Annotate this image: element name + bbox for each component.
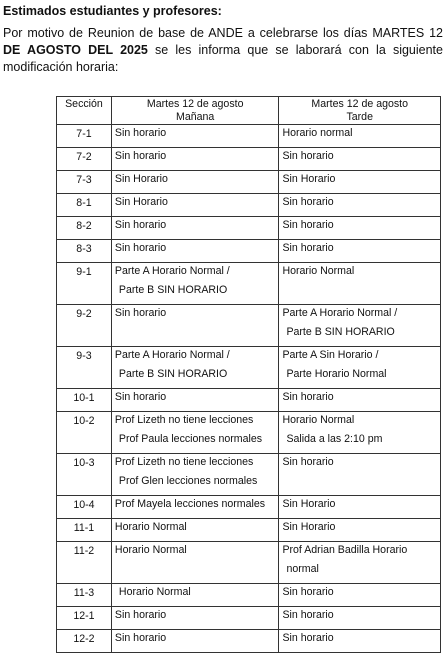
- morning-line: Sin horario: [114, 391, 167, 403]
- morning-cell: [111, 217, 279, 240]
- morning-cell: [111, 148, 279, 171]
- afternoon-line: normal: [286, 563, 319, 575]
- afternoon-line: Horario Normal: [282, 265, 355, 277]
- header-morning: [111, 97, 279, 125]
- morning-line: Sin horario: [114, 242, 167, 254]
- notice-heading: Estimados estudiantes y profesores:: [3, 4, 222, 18]
- morning-cell: [111, 263, 279, 305]
- schedule-table: [56, 96, 441, 653]
- section-cell: 9-1: [57, 263, 112, 305]
- afternoon-cell: [279, 148, 441, 171]
- table-row: [57, 217, 441, 240]
- afternoon-line: Sin horario: [282, 196, 334, 208]
- afternoon-line: Prof Adrian Badilla Horario: [282, 544, 408, 556]
- header-afternoon: [279, 97, 441, 125]
- morning-line: Horario Normal: [118, 586, 191, 598]
- afternoon-line: Sin horario: [282, 586, 334, 598]
- afternoon-line: Sin horario: [282, 609, 334, 621]
- table-row: [57, 194, 441, 217]
- section-cell: 10-3: [57, 454, 112, 496]
- table-row: [57, 584, 441, 607]
- afternoon-line: Parte Horario Normal: [286, 368, 387, 380]
- section-cell: 7-2: [57, 148, 112, 171]
- morning-line: Sin horario: [114, 219, 167, 231]
- morning-line: Sin horario: [114, 127, 167, 139]
- table-row: [57, 305, 441, 347]
- morning-cell: [111, 347, 279, 389]
- morning-line: Prof Lizeth no tiene lecciones: [114, 414, 254, 426]
- table-row: [57, 125, 441, 148]
- section-cell: 9-3: [57, 347, 112, 389]
- table-row: [57, 347, 441, 389]
- morning-line: Sin horario: [114, 609, 167, 621]
- morning-cell: [111, 240, 279, 263]
- table-row: [57, 412, 441, 454]
- section-cell: 12-2: [57, 630, 112, 653]
- afternoon-cell: [279, 496, 441, 519]
- intro-date-bold: DE AGOSTO DEL 2025: [3, 43, 148, 57]
- afternoon-line: Sin Horario: [282, 173, 336, 185]
- table-row: [57, 148, 441, 171]
- morning-cell: [111, 125, 279, 148]
- afternoon-line: Sin horario: [282, 632, 334, 644]
- morning-line: Parte A Horario Normal /: [114, 265, 230, 277]
- section-cell: 10-4: [57, 496, 112, 519]
- morning-line: Prof Glen lecciones normales: [118, 475, 258, 487]
- table-row: [57, 496, 441, 519]
- afternoon-line: Salida a las 2:10 pm: [286, 433, 383, 445]
- afternoon-line: Sin Horario: [282, 498, 336, 510]
- afternoon-cell: [279, 584, 441, 607]
- afternoon-cell: [279, 171, 441, 194]
- morning-line: Horario Normal: [114, 544, 187, 556]
- morning-line: Parte B SIN HORARIO: [118, 284, 228, 296]
- afternoon-cell: [279, 263, 441, 305]
- section-cell: 8-2: [57, 217, 112, 240]
- intro-text-end: se les informa que se laborará con la siguiente modificación horaria:: [3, 43, 443, 74]
- section-cell: 11-2: [57, 542, 112, 584]
- morning-line: Sin Horario: [114, 196, 168, 208]
- afternoon-line: Sin horario: [282, 150, 334, 162]
- header-afternoon-line1: Martes 12 de agosto: [311, 98, 409, 110]
- section-cell: 10-2: [57, 412, 112, 454]
- section-cell: 10-1: [57, 389, 112, 412]
- afternoon-cell: [279, 240, 441, 263]
- table-row: [57, 240, 441, 263]
- section-cell: 7-1: [57, 125, 112, 148]
- morning-line: Parte B SIN HORARIO: [118, 368, 228, 380]
- morning-line: Sin Horario: [114, 173, 168, 185]
- afternoon-line: Sin horario: [282, 456, 334, 468]
- section-cell: 11-3: [57, 584, 112, 607]
- section-cell: 12-1: [57, 607, 112, 630]
- afternoon-cell: [279, 630, 441, 653]
- afternoon-cell: [279, 125, 441, 148]
- section-cell: 8-3: [57, 240, 112, 263]
- afternoon-line: Sin horario: [282, 391, 334, 403]
- afternoon-line: Parte A Sin Horario /: [282, 349, 379, 361]
- morning-cell: [111, 412, 279, 454]
- afternoon-line: Horario Normal: [282, 414, 355, 426]
- morning-cell: [111, 584, 279, 607]
- afternoon-cell: [279, 542, 441, 584]
- morning-cell: [111, 389, 279, 412]
- afternoon-line: Sin horario: [282, 242, 334, 254]
- section-cell: 11-1: [57, 519, 112, 542]
- header-morning-line2: Mañana: [176, 111, 215, 123]
- afternoon-cell: [279, 389, 441, 412]
- schedule-header-row: [57, 97, 441, 125]
- morning-line: Prof Paula lecciones normales: [118, 433, 263, 445]
- afternoon-cell: [279, 412, 441, 454]
- notice-intro: [3, 25, 443, 76]
- morning-line: Parte A Horario Normal /: [114, 349, 230, 361]
- afternoon-cell: [279, 607, 441, 630]
- morning-line: Horario Normal: [114, 521, 187, 533]
- morning-cell: [111, 630, 279, 653]
- table-row: [57, 607, 441, 630]
- morning-line: Prof Lizeth no tiene lecciones: [114, 456, 254, 468]
- afternoon-line: Parte A Horario Normal /: [282, 307, 398, 319]
- section-cell: 8-1: [57, 194, 112, 217]
- afternoon-cell: [279, 305, 441, 347]
- morning-line: Prof Mayela lecciones normales: [114, 498, 266, 510]
- afternoon-cell: [279, 347, 441, 389]
- morning-line: Sin horario: [114, 150, 167, 162]
- header-morning-line1: Martes 12 de agosto: [146, 98, 244, 110]
- header-afternoon-line2: Tarde: [346, 111, 373, 123]
- morning-cell: [111, 496, 279, 519]
- table-row: [57, 519, 441, 542]
- morning-line: Sin horario: [114, 307, 167, 319]
- table-row: [57, 542, 441, 584]
- morning-line: Sin horario: [114, 632, 167, 644]
- afternoon-line: Sin Horario: [282, 521, 336, 533]
- table-row: [57, 630, 441, 653]
- morning-cell: [111, 194, 279, 217]
- morning-cell: [111, 171, 279, 194]
- afternoon-cell: [279, 194, 441, 217]
- section-cell: 9-2: [57, 305, 112, 347]
- morning-cell: [111, 519, 279, 542]
- afternoon-line: Parte B SIN HORARIO: [286, 326, 395, 338]
- table-row: [57, 263, 441, 305]
- intro-text-start: Por motivo de Reunion de base de ANDE a celebrarse los días MARTES 12: [3, 26, 443, 40]
- table-row: [57, 171, 441, 194]
- table-row: [57, 389, 441, 412]
- morning-cell: [111, 542, 279, 584]
- afternoon-line: Sin horario: [282, 219, 334, 231]
- morning-cell: [111, 305, 279, 347]
- schedule-body: [57, 125, 441, 653]
- afternoon-cell: [279, 519, 441, 542]
- afternoon-line: Horario normal: [282, 127, 353, 139]
- afternoon-cell: [279, 454, 441, 496]
- table-row: [57, 454, 441, 496]
- header-section: Sección: [57, 97, 112, 125]
- section-cell: 7-3: [57, 171, 112, 194]
- morning-cell: [111, 607, 279, 630]
- afternoon-cell: [279, 217, 441, 240]
- morning-cell: [111, 454, 279, 496]
